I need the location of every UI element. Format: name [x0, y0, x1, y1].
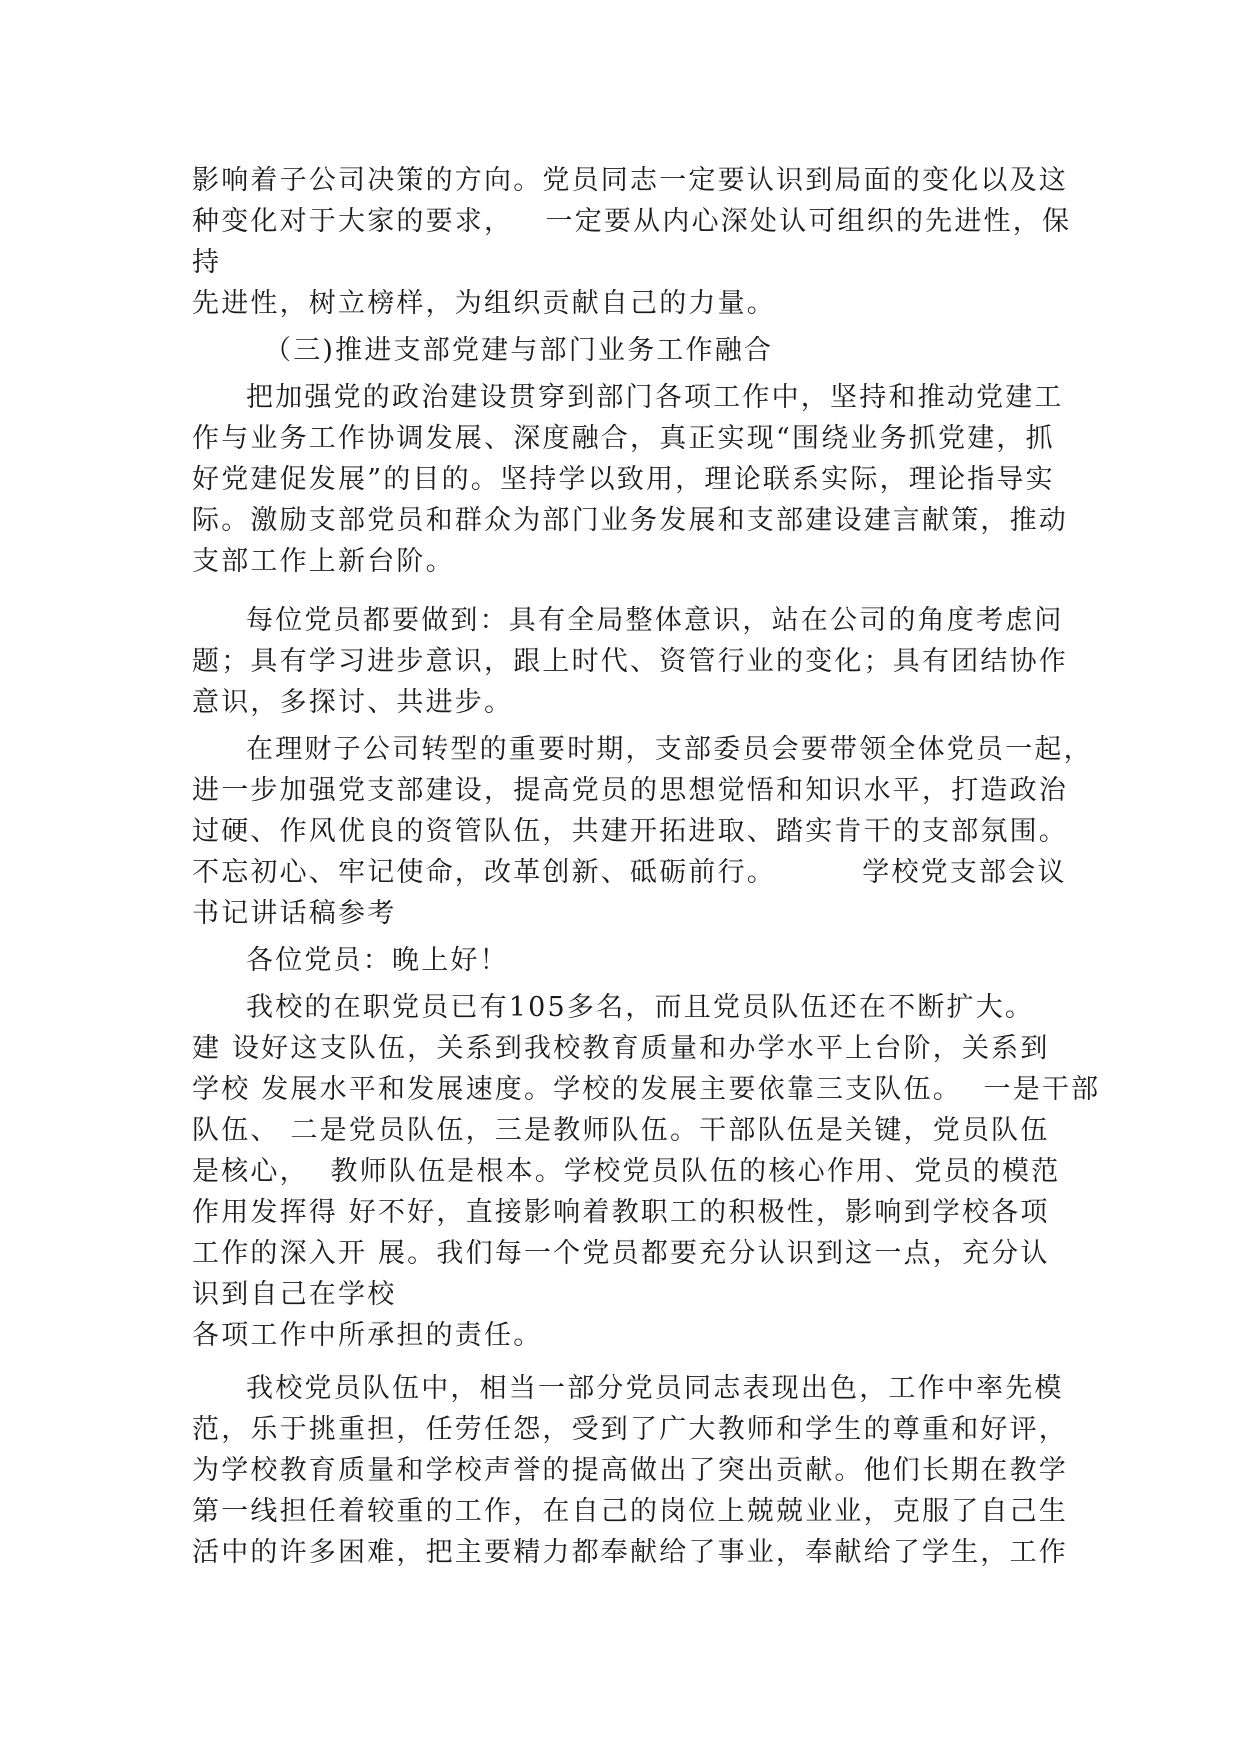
text-line: 活中的许多困难，把主要精力都奉献给了事业，奉献给了学生，工作 — [192, 1537, 1068, 1568]
text-line: 范，乐于挑重担，任劳任怨，受到了广大教师和学生的尊重和好评， — [192, 1414, 1068, 1445]
text-line: 过硬、作风优良的资管队伍，共建开拓进取、踏实肯干的支部氛围。 — [192, 816, 1068, 847]
text-line: 意识，多探讨、共进步。 — [192, 687, 514, 718]
text-line: 际。激励支部党员和群众为部门业务发展和支部建设建言献策，推动 — [192, 505, 1068, 536]
text-line: 各位党员：晚上好！ — [246, 945, 509, 976]
text-line: 好党建促发展”的目的。坚持学以致用，理论联系实际，理论指导实 — [192, 464, 1055, 495]
text-line: 题；具有学习进步意识，跟上时代、资管行业的变化；具有团结协作 — [192, 646, 1068, 677]
paragraph — [192, 377, 1068, 582]
greeting — [192, 940, 1052, 981]
text-line: 进一步加强党支部建设，提高党员的思想觉悟和知识水平，打造政治 — [192, 775, 1068, 806]
paragraph — [192, 1368, 1068, 1573]
section-heading — [192, 330, 1052, 371]
text-line: 在理财子公司转型的重要时期，支部委员会要带领全体党员一起， — [246, 734, 1093, 765]
text-line: 把加强党的政治建设贯穿到部门各项工作中，坚持和推动党建工 — [246, 382, 1064, 413]
text-line: 识到自己在学校 — [192, 1279, 397, 1310]
text-line: 作用发挥得 好不好，直接影响着教职工的积极性，影响到学校各项 — [192, 1197, 1050, 1228]
paragraph-continuation — [192, 160, 1072, 324]
text-line: 我校的在职党员已有105多名，而且党员队伍还在不断扩大。 — [246, 992, 1035, 1023]
paragraph — [192, 600, 1068, 723]
paragraph — [192, 729, 1093, 934]
text-line: 建 设好这支队伍，关系到我校教育质量和办学水平上台阶，关系到 — [192, 1033, 1050, 1064]
text-line: 学校 发展水平和发展速度。学校的发展主要依靠三支队伍。 一是干部 — [192, 1074, 1101, 1105]
text-line: 第一线担任着较重的工作，在自己的岗位上兢兢业业，克服了自己生 — [192, 1496, 1068, 1527]
text-line: 作与业务工作协调发展、深度融合，真正实现“围绕业务抓党建，抓 — [192, 423, 1055, 454]
text-line: 支部工作上新台阶。 — [192, 546, 455, 577]
text-line: 队伍、 二是党员队伍，三是教师队伍。干部队伍是关键，党员队伍 — [192, 1115, 1050, 1146]
text-line: 我校党员队伍中，相当一部分党员同志表现出色，工作中率先模 — [246, 1373, 1064, 1404]
text-line: 每位党员都要做到：具有全局整体意识，站在公司的角度考虑问 — [246, 605, 1064, 636]
text-line: 种变化对于大家的要求， 一定要从内心深处认可组织的先进性，保 — [192, 206, 1072, 237]
text-line: 先进性，树立榜样，为组织贡献自己的力量。 — [192, 288, 776, 319]
document-page — [192, 160, 1101, 1573]
text-line: 持 — [192, 247, 222, 278]
text-line: 是核心， 教师队伍是根本。学校党员队伍的核心作用、党员的模范 — [192, 1156, 1061, 1187]
text-line: 工作的深入开 展。我们每一个党员都要充分认识到这一点，充分认 — [192, 1238, 1050, 1269]
text-line: 不忘初心、牢记使命，改革创新、砥砺前行。 学校党支部会议 — [192, 857, 1067, 888]
text-line: 影响着子公司决策的方向。党员同志一定要认识到局面的变化以及这 — [192, 165, 1068, 196]
text-line: 为学校教育质量和学校声誉的提高做出了突出贡献。他们长期在教学 — [192, 1455, 1068, 1486]
text-line: 书记讲话稿参考 — [192, 898, 397, 929]
heading-line: （三)推进支部党建与部门业务工作融合 — [264, 335, 774, 366]
text-line: 各项工作中所承担的责任。 — [192, 1320, 543, 1351]
paragraph — [192, 987, 1101, 1356]
